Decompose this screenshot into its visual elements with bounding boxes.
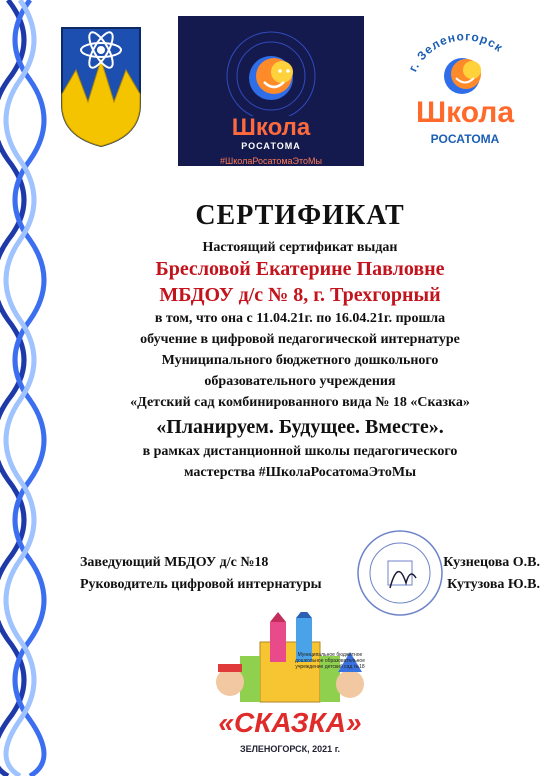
- signature-name: Кутузова Ю.В.: [447, 577, 540, 592]
- body-line: обучение в цифровой педагогической интернатуре: [140, 332, 460, 347]
- signature-name: Кузнецова О.В.: [443, 555, 540, 570]
- signature-row: [80, 552, 540, 574]
- logo-school-text: Школа: [231, 114, 311, 141]
- right-logo-school-text: Школа: [415, 96, 515, 129]
- coat-of-arms-icon: [58, 24, 144, 148]
- smile-emblem-icon: [178, 16, 364, 116]
- body-line: в том, что она с 11.04.21г. по 16.04.21г. прошла: [154, 311, 446, 326]
- zelenogorsk-school-logo: [400, 14, 540, 154]
- school-rosatom-logo: [178, 16, 364, 166]
- kindergarten-city-year: ЗЕЛЕНОГОРСК, 2021 г.: [239, 744, 341, 754]
- signatures: [80, 552, 540, 596]
- logo-rosatom-text: РОСАТОМА: [241, 141, 301, 151]
- header-logos: [0, 10, 551, 166]
- right-logo-rosatom-text: РОСАТОМА: [430, 132, 500, 146]
- signature-role: Заведующий МБДОУ д/с №18: [80, 555, 269, 570]
- kindergarten-caption: Муниципальное бюджетное дошкольное образовательное учреждение детский сад №18: [295, 652, 365, 670]
- body-line: «Детский сад комбинированного вида № 18 «Сказка»: [130, 395, 470, 410]
- closing-line: в рамках дистанционной школы педагогического: [142, 444, 458, 459]
- recipient-organization: МБДОУ д/с № 8, г. Трехгорный: [159, 284, 441, 306]
- logo-hashtag: #ШколаРосатомаЭтоМы: [220, 156, 322, 166]
- kindergarten-logo: [200, 612, 380, 762]
- signature-row: [80, 574, 540, 596]
- body-line: Муниципального бюджетного дошкольного: [161, 353, 439, 368]
- signature-role: Руководитель цифровой интернатуры: [80, 577, 322, 592]
- kindergarten-name: «СКАЗКА»: [218, 707, 362, 738]
- motto: «Планируем. Будущее. Вместе».: [156, 416, 444, 438]
- certificate-body: [50, 200, 550, 483]
- recipient-name: Бресловой Екатерине Павловне: [155, 258, 445, 280]
- closing-line: мастерства #ШколаРосатомаЭтоМы: [183, 465, 417, 480]
- logo-city-text: г. Зеленогорск: [405, 29, 506, 74]
- certificate-intro: Настоящий сертификат выдан: [202, 240, 398, 255]
- body-line: образовательного учреждения: [204, 374, 396, 389]
- smile-emblem-icon: [400, 14, 530, 100]
- certificate-title: СЕРТИФИКАТ: [195, 200, 405, 231]
